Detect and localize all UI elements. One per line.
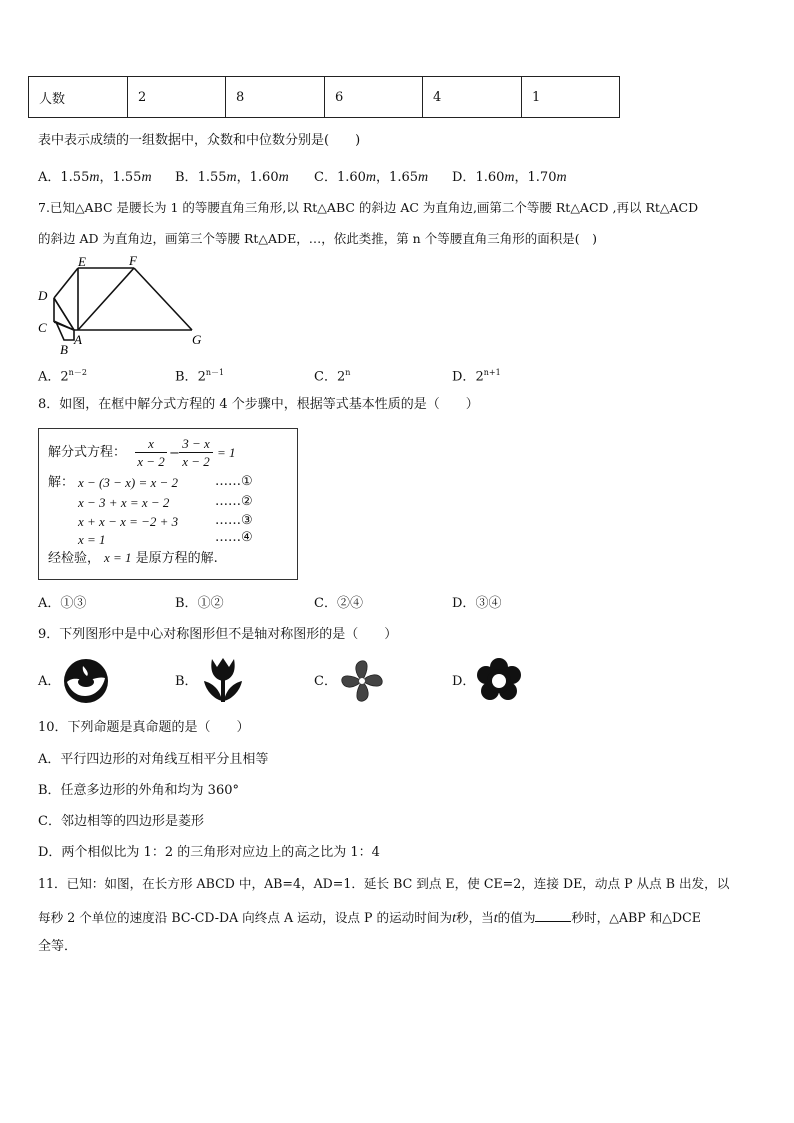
- option-value: 1.55: [60, 170, 90, 185]
- triangle-lines: [54, 268, 192, 340]
- equation-box: [38, 428, 298, 580]
- step-equation: x = 1: [78, 532, 106, 547]
- table-cell: 1: [522, 77, 620, 118]
- q11-text: 秒，当: [455, 910, 494, 925]
- yin-yang-like-icon[interactable]: [63, 658, 109, 704]
- q10-stem: 10．下列命题是真命题的是（ ）: [38, 720, 250, 735]
- step-equation: x + x − x = −2 + 3: [78, 514, 179, 529]
- q11-line1: 11．已知：如图，在长方形 ABCD 中，AB=4，AD=1．延长 BC 到点 E，使 CE=2，连接 DE，动点 P 从点 B 出发，以: [38, 876, 730, 891]
- q7-option-d[interactable]: [452, 369, 501, 383]
- option-unit: m: [226, 170, 237, 185]
- option-value: 1.55: [112, 170, 142, 185]
- step-equation: x − 3 + x = x − 2: [78, 495, 170, 510]
- option-unit: m: [141, 170, 152, 185]
- option-value: 1.55: [197, 170, 227, 185]
- q7-option-c[interactable]: [314, 369, 350, 383]
- q8-option-d[interactable]: [452, 597, 501, 610]
- option-exponent: n+1: [483, 368, 501, 377]
- table-cell: 8: [226, 77, 325, 118]
- q8-option-c[interactable]: [314, 597, 363, 610]
- check-equation: x = 1: [104, 550, 132, 565]
- option-letter: B．: [175, 170, 198, 185]
- check-suffix: 是原方程的解.: [135, 551, 218, 566]
- q11-line3: 全等．: [38, 939, 78, 954]
- option-exponent: n－2: [68, 368, 87, 377]
- option-exponent: n: [345, 368, 351, 377]
- step-marker: ……①: [215, 474, 253, 489]
- q6-option-d[interactable]: [452, 171, 567, 185]
- q10-option-c[interactable]: C．邻边相等的四边形是菱形: [38, 814, 204, 829]
- label-c: C: [38, 320, 47, 335]
- solve-label: 解：: [48, 475, 75, 490]
- option-letter: B．: [175, 596, 198, 611]
- option-value: 1.65: [389, 170, 418, 185]
- option-unit: m: [365, 170, 377, 185]
- check-prefix: 经检验，: [48, 551, 101, 566]
- label-a: A: [74, 332, 82, 347]
- option-unit: m: [418, 170, 429, 185]
- option-sep: ，: [236, 170, 250, 185]
- label-f: F: [129, 253, 137, 268]
- minus-sign: −: [169, 446, 180, 461]
- option-sep: ，: [514, 170, 528, 185]
- option-unit: m: [556, 170, 567, 185]
- option-value: 1.60: [336, 170, 366, 185]
- label-g: G: [192, 332, 202, 347]
- q11-line2: [38, 909, 701, 926]
- option-value: 1.60: [475, 170, 505, 185]
- fraction-numerator: 3 − x: [182, 436, 210, 451]
- option-text: ①③: [60, 596, 87, 611]
- option-base: 2: [197, 369, 206, 385]
- option-letter: C．: [314, 369, 337, 385]
- option-letter: A．: [38, 596, 61, 611]
- pinwheel-icon[interactable]: [339, 658, 385, 704]
- check-line: [48, 551, 218, 565]
- q7-stem-line1: 7.已知△ABC 是腰长为 1 的等腰直角三角形,以 Rt△ABC 的斜边 AC 为直角边,画第二个等腰 Rt△ACD ,再以 Rt△ACD: [38, 200, 699, 215]
- label-d: D: [38, 288, 48, 303]
- option-sep: ，: [376, 170, 390, 185]
- option-text: ③④: [475, 596, 502, 611]
- table-cell: 4: [423, 77, 522, 118]
- tulip-icon[interactable]: [200, 655, 246, 705]
- option-unit: m: [504, 170, 515, 185]
- q7-figure: [34, 252, 214, 362]
- q11-text: 的值为: [497, 910, 536, 925]
- q11-text: 每秒 2 个单位的速度沿 BC-CD-DA 向终点 A 运动，设点 P 的运动时间为: [38, 910, 453, 925]
- q9-option-a-letter[interactable]: A．: [38, 674, 61, 689]
- q7-stem-line2: 的斜边 AD 为直角边，画第三个等腰 Rt△ADE，…，依此类推，第 n 个等腰直角三角形的面积是( ): [38, 231, 597, 246]
- option-letter: D．: [452, 596, 476, 611]
- option-letter: A．: [38, 170, 61, 185]
- q10-option-b[interactable]: B．任意多边形的外角和均为 360°: [38, 783, 239, 798]
- option-letter: A．: [38, 369, 61, 385]
- q8-stem: 8．如图，在框中解分式方程的 4 个步骤中，根据等式基本性质的是（ ）: [38, 397, 479, 412]
- answer-blank[interactable]: [535, 909, 571, 922]
- step-equation: x − (3 − x) = x − 2: [78, 475, 179, 490]
- q9-option-b-letter[interactable]: B．: [175, 674, 198, 689]
- q10-option-a[interactable]: A．平行四边形的对角线互相平分且相等: [38, 752, 269, 767]
- box-title: 解分式方程：: [48, 445, 127, 460]
- q7-option-a[interactable]: [38, 369, 87, 383]
- option-unit: m: [89, 170, 100, 185]
- fraction-numerator: x: [148, 436, 154, 451]
- q7-option-b[interactable]: [175, 369, 224, 383]
- step-marker: ……③: [215, 513, 253, 528]
- table-row: [29, 77, 620, 118]
- option-exponent: n－1: [205, 368, 225, 377]
- option-letter: B．: [175, 369, 198, 385]
- option-value: 1.70: [527, 170, 557, 185]
- fraction-denominator: x − 2: [137, 454, 165, 469]
- q6-stem: 表中表示成绩的一组数据中，众数和中位数分别是( ): [38, 133, 361, 148]
- option-text: ①②: [197, 596, 224, 611]
- option-letter: C．: [314, 170, 337, 185]
- table-cell: 2: [128, 77, 226, 118]
- q9-option-c-letter[interactable]: C．: [314, 674, 337, 689]
- fraction-1: [135, 437, 167, 468]
- q6-option-b[interactable]: [175, 171, 289, 185]
- option-letter: D．: [452, 170, 476, 185]
- q8-option-b[interactable]: [175, 597, 224, 610]
- q10-option-d[interactable]: D．两个相似比为 1：2 的三角形对应边上的高之比为 1：4: [38, 845, 380, 860]
- equation-rhs: = 1: [217, 445, 236, 460]
- option-base: 2: [60, 369, 69, 385]
- label-e: E: [78, 254, 86, 269]
- q9-option-d-letter[interactable]: D．: [452, 674, 476, 689]
- option-base: 2: [475, 369, 484, 385]
- q6-option-a[interactable]: [38, 171, 152, 185]
- step-marker: ……②: [215, 494, 253, 509]
- option-letter: C．: [314, 596, 337, 611]
- option-value: 1.60: [249, 170, 279, 185]
- q8-option-a[interactable]: [38, 597, 86, 610]
- option-unit: m: [278, 170, 289, 185]
- variable-t: t: [452, 911, 456, 926]
- q6-option-c[interactable]: [314, 171, 428, 185]
- flower-icon[interactable]: [476, 658, 522, 704]
- q11-text: 秒时，△ABP 和△DCE: [571, 910, 701, 925]
- option-sep: ，: [99, 170, 113, 185]
- fraction-denominator: x − 2: [182, 454, 210, 469]
- score-table: [28, 76, 620, 118]
- fraction-bar: [135, 452, 167, 453]
- variable-t: t: [493, 911, 498, 926]
- option-letter: D．: [452, 369, 476, 385]
- option-base: 2: [336, 369, 346, 385]
- fraction-2: [179, 437, 213, 468]
- table-cell: 人数: [29, 77, 128, 118]
- label-b: B: [60, 342, 68, 357]
- option-text: ②④: [336, 596, 363, 611]
- table-cell: 6: [325, 77, 423, 118]
- fraction-bar: [179, 452, 213, 453]
- step-marker: ……④: [215, 530, 253, 545]
- q9-stem: 9．下列图形中是中心对称图形但不是轴对称图形的是（ ）: [38, 627, 398, 642]
